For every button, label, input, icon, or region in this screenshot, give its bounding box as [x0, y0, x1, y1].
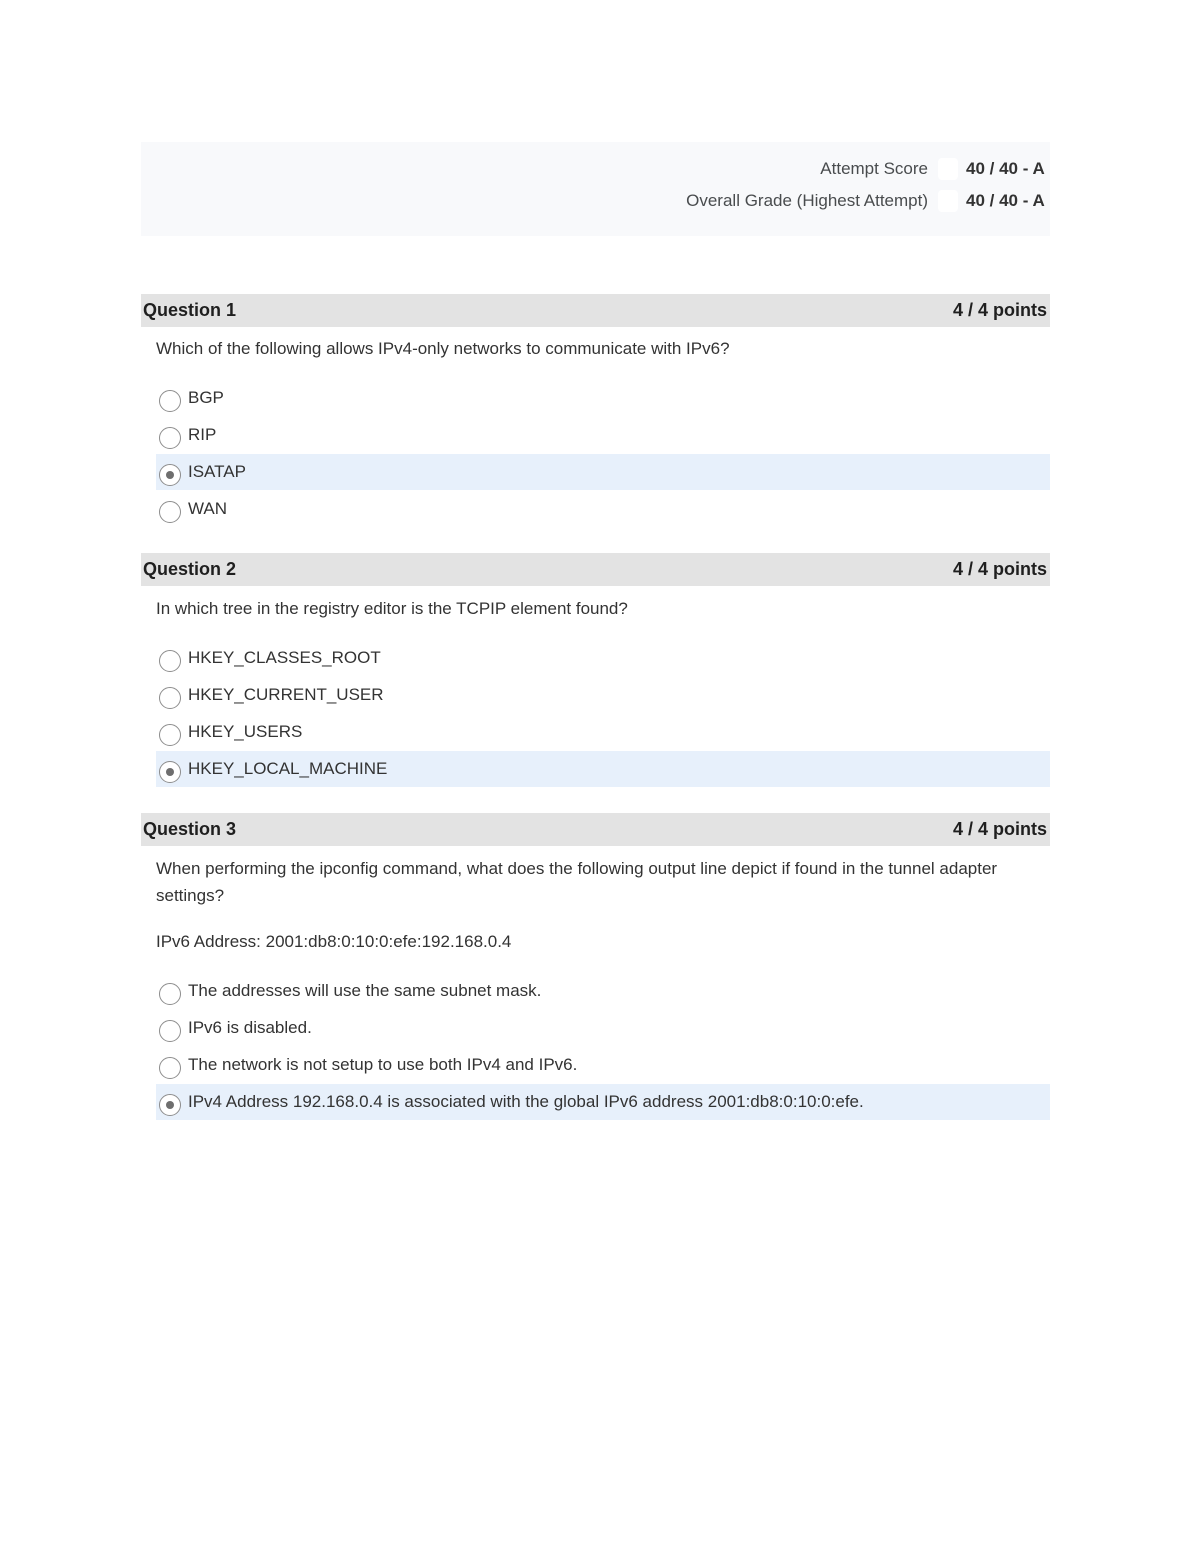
question-2-option-local-machine[interactable] — [156, 751, 1050, 787]
attempt-score-label: Attempt Score — [820, 159, 928, 178]
option-label: RIP — [188, 425, 217, 444]
option-label: HKEY_CLASSES_ROOT — [188, 648, 381, 667]
radio-unchecked-icon[interactable] — [159, 427, 181, 449]
option-label: HKEY_LOCAL_MACHINE — [188, 759, 388, 778]
radio-checked-icon[interactable] — [159, 761, 181, 783]
question-3-header — [141, 813, 1050, 846]
score-separator — [938, 190, 958, 212]
question-1-option-isatap[interactable] — [156, 454, 1050, 490]
option-label: IPv6 is disabled. — [188, 1018, 312, 1037]
score-summary-panel — [141, 142, 1050, 236]
radio-unchecked-icon[interactable] — [159, 687, 181, 709]
question-points: 4 / 4 points — [952, 819, 1047, 839]
question-1-option-bgp[interactable] — [156, 380, 1050, 416]
overall-grade-label: Overall Grade (Highest Attempt) — [686, 191, 928, 210]
question-2-option-classes-root[interactable] — [156, 640, 1050, 676]
question-title: Question 3 — [143, 819, 237, 839]
radio-unchecked-icon[interactable] — [159, 390, 181, 412]
question-3-text: When performing the ipconfig command, what does the following output line depict if found in the tunnel adapter settings? — [156, 859, 998, 905]
attempt-score-row — [820, 154, 1050, 184]
question-3-option-associated[interactable] — [156, 1084, 1050, 1120]
radio-unchecked-icon[interactable] — [159, 724, 181, 746]
question-1-option-wan[interactable] — [156, 491, 1050, 527]
question-1-header — [141, 294, 1050, 327]
radio-checked-icon[interactable] — [159, 1094, 181, 1116]
question-1-text: Which of the following allows IPv4-only networks to communicate with IPv6? — [156, 339, 730, 358]
question-2-option-current-user[interactable] — [156, 677, 1050, 713]
radio-unchecked-icon[interactable] — [159, 983, 181, 1005]
radio-unchecked-icon[interactable] — [159, 1057, 181, 1079]
question-points: 4 / 4 points — [952, 559, 1047, 579]
question-3-option-subnet-mask[interactable] — [156, 973, 1050, 1009]
option-label: IPv4 Address 192.168.0.4 is associated with the global IPv6 address 2001:db8:0:10:0:efe. — [188, 1092, 864, 1111]
radio-unchecked-icon[interactable] — [159, 650, 181, 672]
option-label: HKEY_CURRENT_USER — [188, 685, 384, 704]
radio-checked-icon[interactable] — [159, 464, 181, 486]
question-points: 4 / 4 points — [952, 300, 1047, 320]
question-2-header — [141, 553, 1050, 586]
option-label: The addresses will use the same subnet mask. — [188, 981, 542, 1000]
score-separator — [938, 158, 958, 180]
option-label: WAN — [188, 499, 228, 518]
overall-grade-row — [686, 186, 1050, 216]
overall-grade-value: 40 / 40 - A — [966, 191, 1045, 210]
option-label: HKEY_USERS — [188, 722, 303, 741]
option-label: ISATAP — [188, 462, 246, 481]
question-title: Question 1 — [143, 300, 237, 320]
question-3-option-ipv6-disabled[interactable] — [156, 1010, 1050, 1046]
radio-unchecked-icon[interactable] — [159, 1020, 181, 1042]
question-1-option-rip[interactable] — [156, 417, 1050, 453]
question-3-option-not-setup[interactable] — [156, 1047, 1050, 1083]
question-2-option-users[interactable] — [156, 714, 1050, 750]
option-label: BGP — [188, 388, 224, 407]
question-title: Question 2 — [143, 559, 237, 579]
question-2-text: In which tree in the registry editor is the TCPIP element found? — [156, 599, 628, 618]
attempt-score-value: 40 / 40 - A — [966, 159, 1045, 178]
question-3-extra-text: IPv6 Address: 2001:db8:0:10:0:efe:192.168.0.4 — [156, 932, 512, 951]
radio-unchecked-icon[interactable] — [159, 501, 181, 523]
option-label: The network is not setup to use both IPv4 and IPv6. — [188, 1055, 578, 1074]
